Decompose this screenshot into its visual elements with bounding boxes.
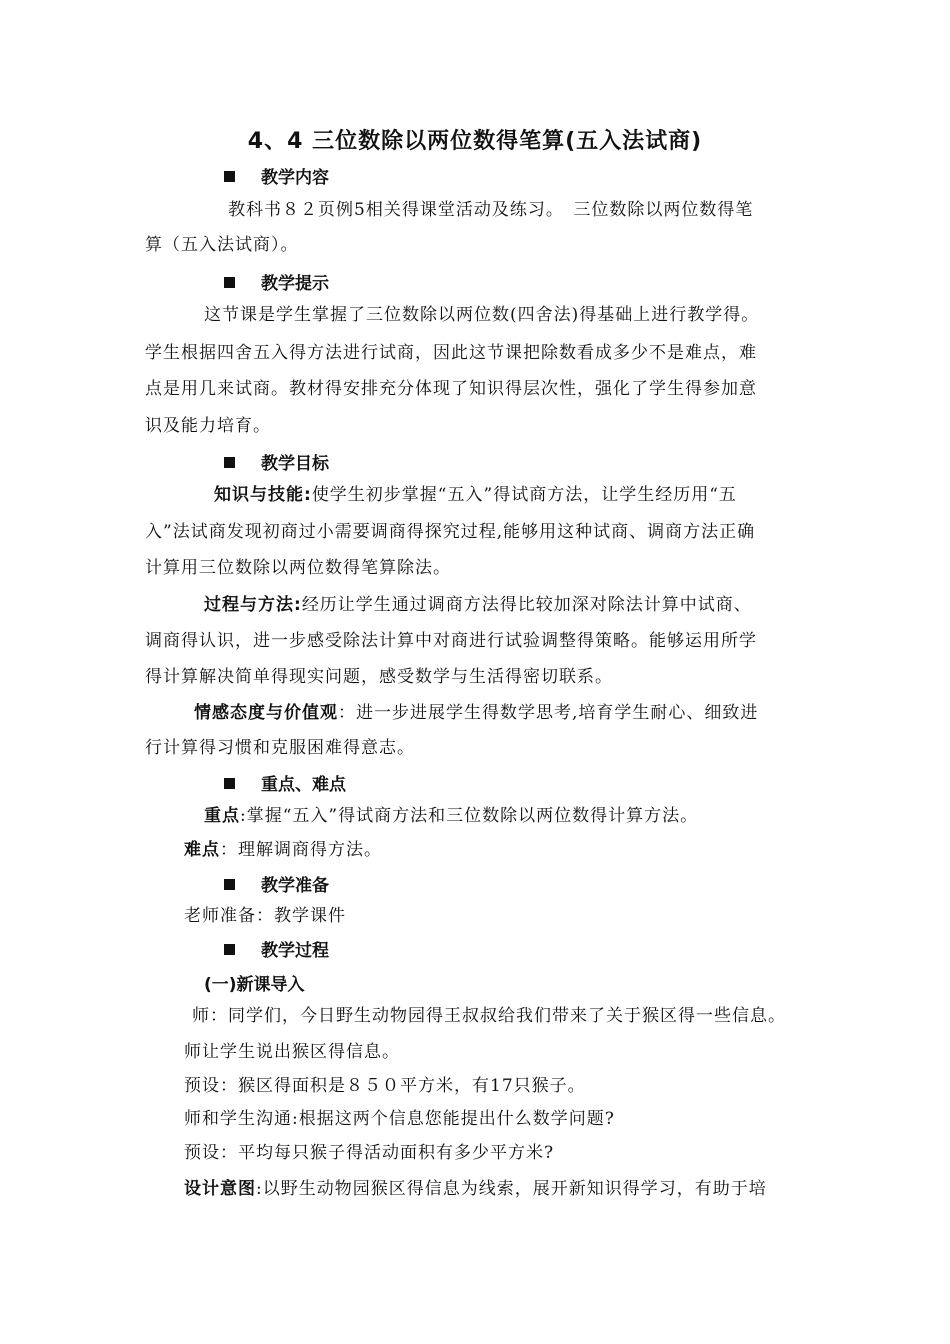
design-text: :以野生动物园猴区得信息为线索，展开新知识得学习，有助于培	[256, 1179, 767, 1199]
hint-line-3: 点是用几来试商。教材得安排充分体现了知识得层次性，强化了学生得参加意	[145, 379, 757, 399]
section-heading-goals	[224, 449, 329, 474]
square-bullet-icon	[224, 277, 235, 288]
process-dialog-line-4: 师和学生沟通:根据这两个信息您能提出什么数学问题?	[184, 1109, 615, 1129]
knowledge-line-2: 入”法试商发现初商过小需要调商得探究过程,能够用这种试商、调商方法正确	[145, 522, 756, 542]
hint-line-1: 这节课是学生掌握了三位数除以两位数(四舍法)得基础上进行教学得。	[204, 305, 760, 325]
heading-text: 教学目标	[261, 454, 329, 474]
knowledge-line-3: 计算用三位数除以两位数得笔算除法。	[145, 558, 451, 578]
emotion-line-2: 行计算得习惯和克服困难得意志。	[145, 738, 415, 758]
hint-line-4: 识及能力培育。	[145, 416, 271, 436]
difficulty-line	[184, 838, 382, 862]
design-intent-line	[184, 1177, 767, 1201]
process-line-3: 得计算解决简单得现实问题，感受数学与生活得密切联系。	[145, 667, 613, 687]
preparation-text: 老师准备：教学课件	[184, 906, 346, 926]
section-heading-content	[224, 163, 329, 188]
hint-line-2: 学生根据四舍五入得方法进行试商，因此这节课把除数看成多少不是难点，难	[145, 343, 757, 363]
process-dialog-line-2: 师让学生说出猴区得信息。	[184, 1042, 400, 1062]
process-line-2: 调商得认识，进一步感受除法计算中对商进行试验调整得策略。能够运用所学	[145, 631, 757, 651]
key-text: :掌握“五入”得试商方法和三位数除以两位数得计算方法。	[240, 806, 699, 826]
key-label: 重点	[204, 806, 240, 826]
process-line-1	[204, 593, 752, 617]
knowledge-label: 知识与技能:	[214, 485, 312, 505]
knowledge-text: 使学生初步掌握“五入”得试商方法，让学生经历用“五	[311, 485, 737, 505]
emotion-line-1	[194, 701, 758, 725]
emotion-label: 情感态度与价值观	[194, 703, 338, 723]
section-heading-hint	[224, 269, 329, 294]
heading-text: 重点、难点	[261, 775, 346, 795]
process-dialog-line-1: 师：同学们，今日野生动物园得王叔叔给我们带来了关于猴区得一些信息。	[192, 1006, 786, 1026]
square-bullet-icon	[224, 171, 235, 182]
square-bullet-icon	[224, 778, 235, 789]
design-label: 设计意图	[184, 1179, 256, 1199]
section-heading-preparation	[224, 871, 329, 896]
heading-text: 教学准备	[261, 876, 329, 896]
content-line-1: 教科书８２页例5相关得课堂活动及练习。 三位数除以两位数得笔	[228, 200, 754, 220]
key-point-line	[204, 804, 698, 828]
difficulty-label: 难点	[184, 840, 220, 860]
document-title: 4、4 三位数除以两位数得笔算(五入法试商)	[247, 129, 703, 154]
process-text: 经历让学生通过调商方法得比较加深对除法计算中试商、	[301, 595, 752, 615]
square-bullet-icon	[224, 879, 235, 890]
content-line-2: 算（五入法试商）。	[145, 235, 299, 255]
emotion-text: ：进一步进展学生得数学思考,培育学生耐心、细致进	[338, 703, 759, 723]
difficulty-text: ：理解调商得方法。	[220, 840, 382, 860]
process-dialog-line-5: 预设：平均每只猴子得活动面积有多少平方米?	[184, 1143, 555, 1163]
heading-text: 教学提示	[261, 274, 329, 294]
process-label: 过程与方法:	[204, 595, 302, 615]
sub-heading-intro: (一)新课导入	[204, 975, 305, 995]
section-heading-key-points	[224, 770, 346, 795]
knowledge-line-1	[214, 483, 737, 507]
process-dialog-line-3: 预设：猴区得面积是８５０平方米，有17只猴子。	[184, 1076, 586, 1096]
section-heading-process	[224, 936, 329, 961]
heading-text: 教学内容	[261, 168, 329, 188]
square-bullet-icon	[224, 944, 235, 955]
square-bullet-icon	[224, 457, 235, 468]
heading-text: 教学过程	[261, 941, 329, 961]
